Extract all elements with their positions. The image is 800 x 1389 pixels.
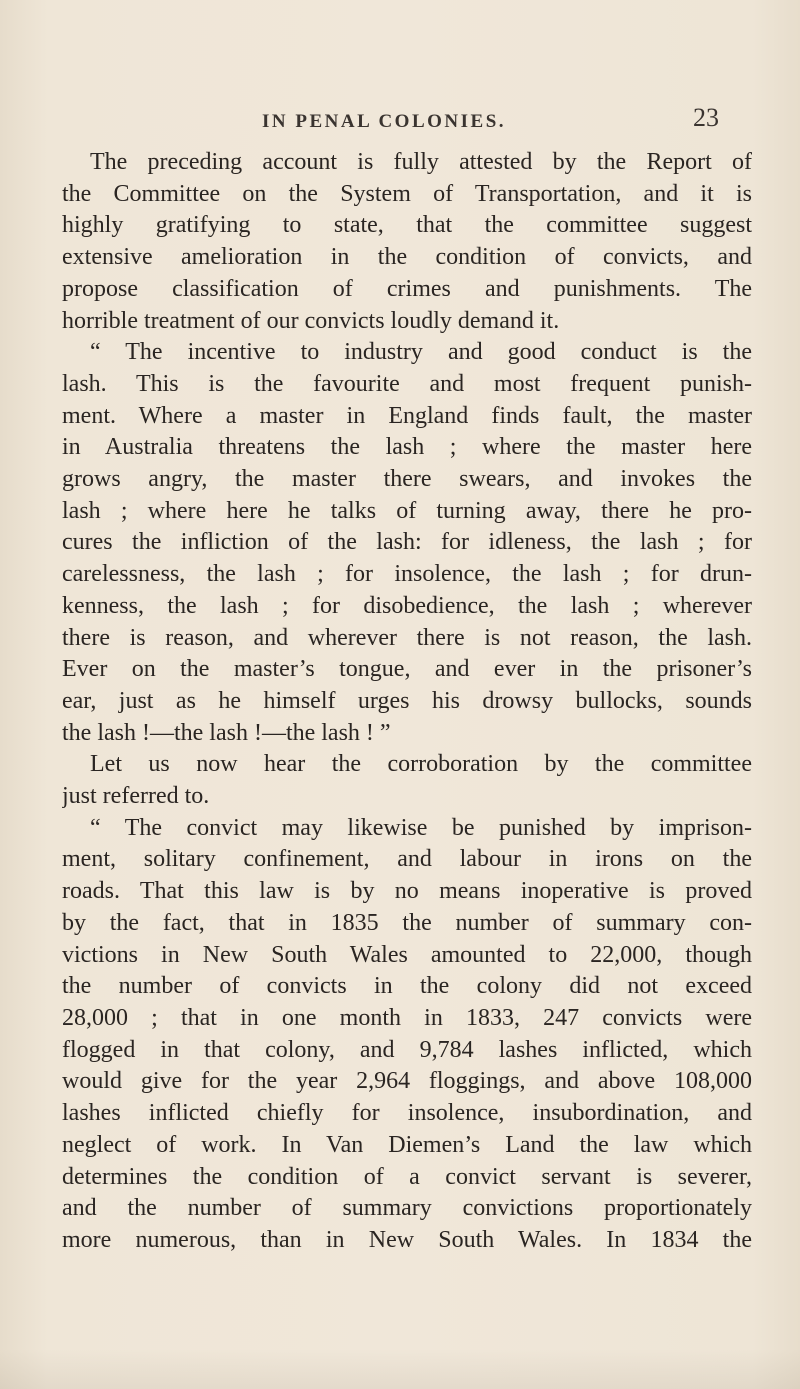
- text-line: there is reason, and wherever there is not reason, the lash.: [62, 624, 752, 651]
- text-line: lash ; where here he talks of turning away, there he pro-: [62, 497, 752, 524]
- text-line: more numerous, than in New South Wales. In 1834 the: [62, 1226, 752, 1253]
- running-head: IN PENAL COLONIES.: [262, 111, 507, 132]
- text-line: the Committee on the System of Transportation, and it is: [62, 180, 752, 207]
- body-text: [62, 147, 752, 1257]
- text-line: just referred to.: [62, 783, 210, 810]
- text-line: would give for the year 2,964 floggings, and above 108,000: [62, 1068, 752, 1095]
- text-line: extensive amelioration in the condition of convicts, and: [62, 244, 752, 271]
- text-line: cures the infliction of the lash: for idleness, the lash ; for: [62, 529, 752, 556]
- text-line: kenness, the lash ; for disobedience, the lash ; wherever: [62, 592, 752, 619]
- paragraph-1: [62, 147, 752, 337]
- text-line: the lash !—the lash !—the lash ! ”: [62, 719, 391, 746]
- page-number: 23: [693, 103, 719, 132]
- text-line: highly gratifying to state, that the committee suggest: [62, 212, 752, 239]
- text-line: and the number of summary convictions proportionately: [62, 1195, 752, 1222]
- text-line: in Australia threatens the lash ; where the master here: [62, 434, 752, 461]
- text-line: The preceding account is fully attested by the Report of: [90, 149, 752, 175]
- text-line: grows angry, the master there swears, and invokes the: [62, 466, 752, 493]
- paragraph-2: [62, 337, 752, 749]
- page-header: [0, 103, 800, 143]
- text-line: ear, just as he himself urges his drowsy bullocks, sounds: [62, 687, 752, 714]
- paragraph-4: [62, 813, 752, 1257]
- text-line: flogged in that colony, and 9,784 lashes inflicted, which: [62, 1036, 752, 1063]
- text-line: determines the condition of a convict servant is severer,: [62, 1163, 752, 1190]
- text-line: carelessness, the lash ; for insolence, the lash ; for drun-: [62, 561, 752, 588]
- text-line: neglect of work. In Van Diemen’s Land the law which: [62, 1131, 752, 1158]
- text-line: lashes inflicted chiefly for insolence, insubordination, and: [62, 1100, 752, 1127]
- text-line: Ever on the master’s tongue, and ever in the prisoner’s: [62, 656, 752, 683]
- text-line: “ The incentive to industry and good conduct is the: [90, 339, 752, 366]
- text-line: propose classification of crimes and punishments. The: [62, 275, 752, 302]
- text-line: roads. That this law is by no means inoperative is proved: [62, 878, 752, 905]
- text-line: victions in New South Wales amounted to 22,000, though: [62, 941, 752, 968]
- text-line: by the fact, that in 1835 the number of summary con-: [62, 909, 752, 936]
- text-line: ment, solitary confinement, and labour in irons on the: [62, 846, 752, 873]
- text-line: lash. This is the favourite and most frequent punish-: [62, 370, 752, 397]
- text-line: horrible treatment of our convicts loudly demand it.: [62, 307, 560, 334]
- text-line: the number of convicts in the colony did not exceed: [62, 973, 752, 1000]
- page-shadow: [0, 1349, 800, 1389]
- text-line: ment. Where a master in England finds fault, the master: [62, 402, 752, 429]
- text-line: Let us now hear the corroboration by the committee: [90, 751, 752, 778]
- text-line: “ The convict may likewise be punished by imprison-: [90, 814, 752, 841]
- text-line: 28,000 ; that in one month in 1833, 247 convicts were: [62, 1004, 752, 1031]
- paragraph-3: [62, 749, 752, 812]
